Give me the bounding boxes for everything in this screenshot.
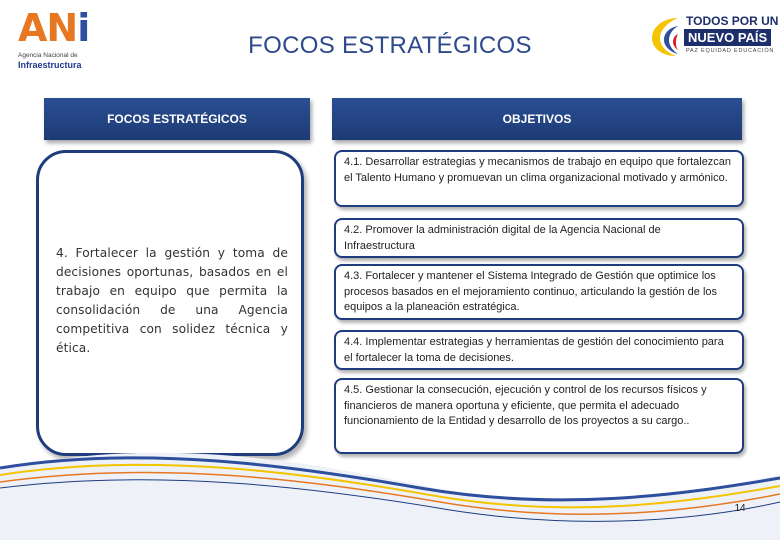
ani-logo-subtitle-2: Infraestructura bbox=[18, 60, 82, 70]
ani-logo-subtitle: Agencia Nacional de bbox=[18, 52, 78, 59]
ani-logo-letters: ANi bbox=[18, 6, 90, 50]
focus-text: 4. Fortalecer la gestión y toma de decisiones oportunas, basados en el trabajo en equipo que permita la consolidación de una Agencia competitiva con solidez técnica y ética. bbox=[56, 246, 288, 355]
focus-column-header: FOCOS ESTRATÉGICOS bbox=[44, 98, 310, 140]
bottom-wave-decoration bbox=[0, 440, 780, 540]
objective-box: 4.4. Implementar estrategias y herramientas de gestión del conocimiento para el fortalecer la toma de decisiones. bbox=[334, 330, 744, 370]
government-logo-line3: PAZ EQUIDAD EDUCACIÓN bbox=[686, 48, 775, 54]
government-logo-line2: NUEVO PAÍS bbox=[684, 29, 771, 46]
ani-logo bbox=[18, 8, 98, 70]
government-logo-line1: TODOS POR UN bbox=[686, 14, 779, 28]
page-number: 14 bbox=[734, 503, 746, 514]
government-logo bbox=[648, 10, 779, 70]
page-title: FOCOS ESTRATÉGICOS bbox=[248, 32, 532, 59]
objective-box: 4.2. Promover la administración digital de la Agencia Nacional de Infraestructura bbox=[334, 218, 744, 258]
objective-box: 4.3. Fortalecer y mantener el Sistema Integrado de Gestión que optimice los procesos basados en el mejoramiento continuo, articulando la gestión de los equipos a la planeación estratégica. bbox=[334, 264, 744, 320]
objectives-column-header: OBJETIVOS bbox=[332, 98, 742, 140]
objective-box: 4.1. Desarrollar estrategias y mecanismos de trabajo en equipo que fortalezcan el Talento Humano y promuevan un clima organizacional motivado y armónico. bbox=[334, 150, 744, 207]
colombia-swoosh-icon bbox=[648, 12, 684, 60]
objective-box: 4.5. Gestionar la consecución, ejecución y control de los recursos físicos y financieros de manera oportuna y eficiente, que permita el adecuado funcionamiento de la Entidad y desarrollo de los proyectos a su cargo.. bbox=[334, 378, 744, 454]
